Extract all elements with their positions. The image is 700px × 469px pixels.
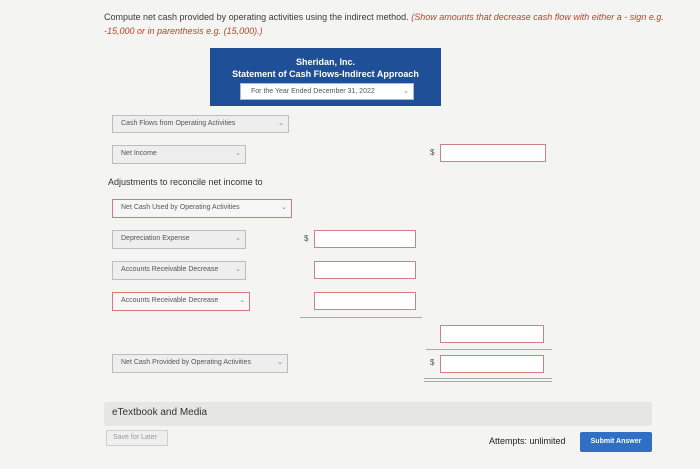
total-rule-2 <box>424 381 552 382</box>
depreciation-select-value: Depreciation Expense <box>121 235 190 242</box>
net-cash-provided-select-value: Net Cash Provided by Operating Activities <box>121 359 251 366</box>
net-income-select-value: Net Income <box>121 150 157 157</box>
instructions-emphasis: (Show amounts that decrease cash flow with either a - sign e.g. -15,000 or in parenthesis e.g. (15,000).) <box>104 12 664 36</box>
chevron-down-icon: ⌄ <box>235 266 241 273</box>
chevron-down-icon: ⌄ <box>239 297 245 304</box>
subtotal-rule <box>300 317 422 318</box>
chevron-down-icon: ⌄ <box>277 359 283 366</box>
ar-decrease-input-2[interactable] <box>314 292 416 310</box>
chevron-down-icon: ⌄ <box>278 120 284 127</box>
net-income-select[interactable] <box>112 145 246 164</box>
ar-decrease-select-1[interactable] <box>112 261 246 280</box>
chevron-down-icon: ⌄ <box>235 150 241 157</box>
save-for-later-button[interactable]: Save for Later <box>106 430 168 446</box>
total-rule-1 <box>424 378 552 379</box>
instructions <box>104 10 664 38</box>
adjustments-label: Adjustments to reconcile net income to <box>108 177 263 187</box>
ar-decrease-select-2[interactable] <box>112 292 250 311</box>
subtotal-rule-2 <box>426 349 552 350</box>
attempts-label: Attempts: unlimited <box>489 436 566 446</box>
submit-answer-button[interactable]: Submit Answer <box>580 432 652 452</box>
depreciation-select[interactable] <box>112 230 246 249</box>
section-select-value: Cash Flows from Operating Activities <box>121 120 236 127</box>
ar-decrease-select-1-value: Accounts Receivable Decrease <box>121 266 219 273</box>
currency-symbol: $ <box>430 358 435 367</box>
chevron-down-icon: ⌄ <box>235 235 241 242</box>
net-cash-input[interactable] <box>440 355 544 373</box>
company-name: Sheridan, Inc. <box>295 57 355 67</box>
depreciation-input[interactable] <box>314 230 416 248</box>
currency-symbol: $ <box>430 148 435 157</box>
instructions-main: Compute net cash provided by operating activities using the indirect method. <box>104 12 409 22</box>
chevron-down-icon: ⌄ <box>281 204 287 211</box>
etextbook-label: eTextbook and Media <box>112 407 208 418</box>
chevron-down-icon: ⌄ <box>403 88 409 95</box>
currency-symbol: $ <box>304 234 309 243</box>
ar-decrease-input-1[interactable] <box>314 261 416 279</box>
net-cash-used-select[interactable] <box>112 199 292 218</box>
subtotal-input[interactable] <box>440 325 544 343</box>
ar-decrease-select-2-value: Accounts Receivable Decrease <box>121 297 219 304</box>
net-cash-used-select-value: Net Cash Used by Operating Activities <box>121 204 240 211</box>
etextbook-bar[interactable] <box>104 402 652 426</box>
period-select-value: For the Year Ended December 31, 2022 <box>251 88 375 95</box>
period-select[interactable] <box>240 83 414 100</box>
statement-title: Statement of Cash Flows-Indirect Approach <box>232 69 419 79</box>
net-income-input[interactable] <box>440 144 546 162</box>
section-select[interactable] <box>112 115 289 133</box>
net-cash-provided-select[interactable] <box>112 354 288 373</box>
